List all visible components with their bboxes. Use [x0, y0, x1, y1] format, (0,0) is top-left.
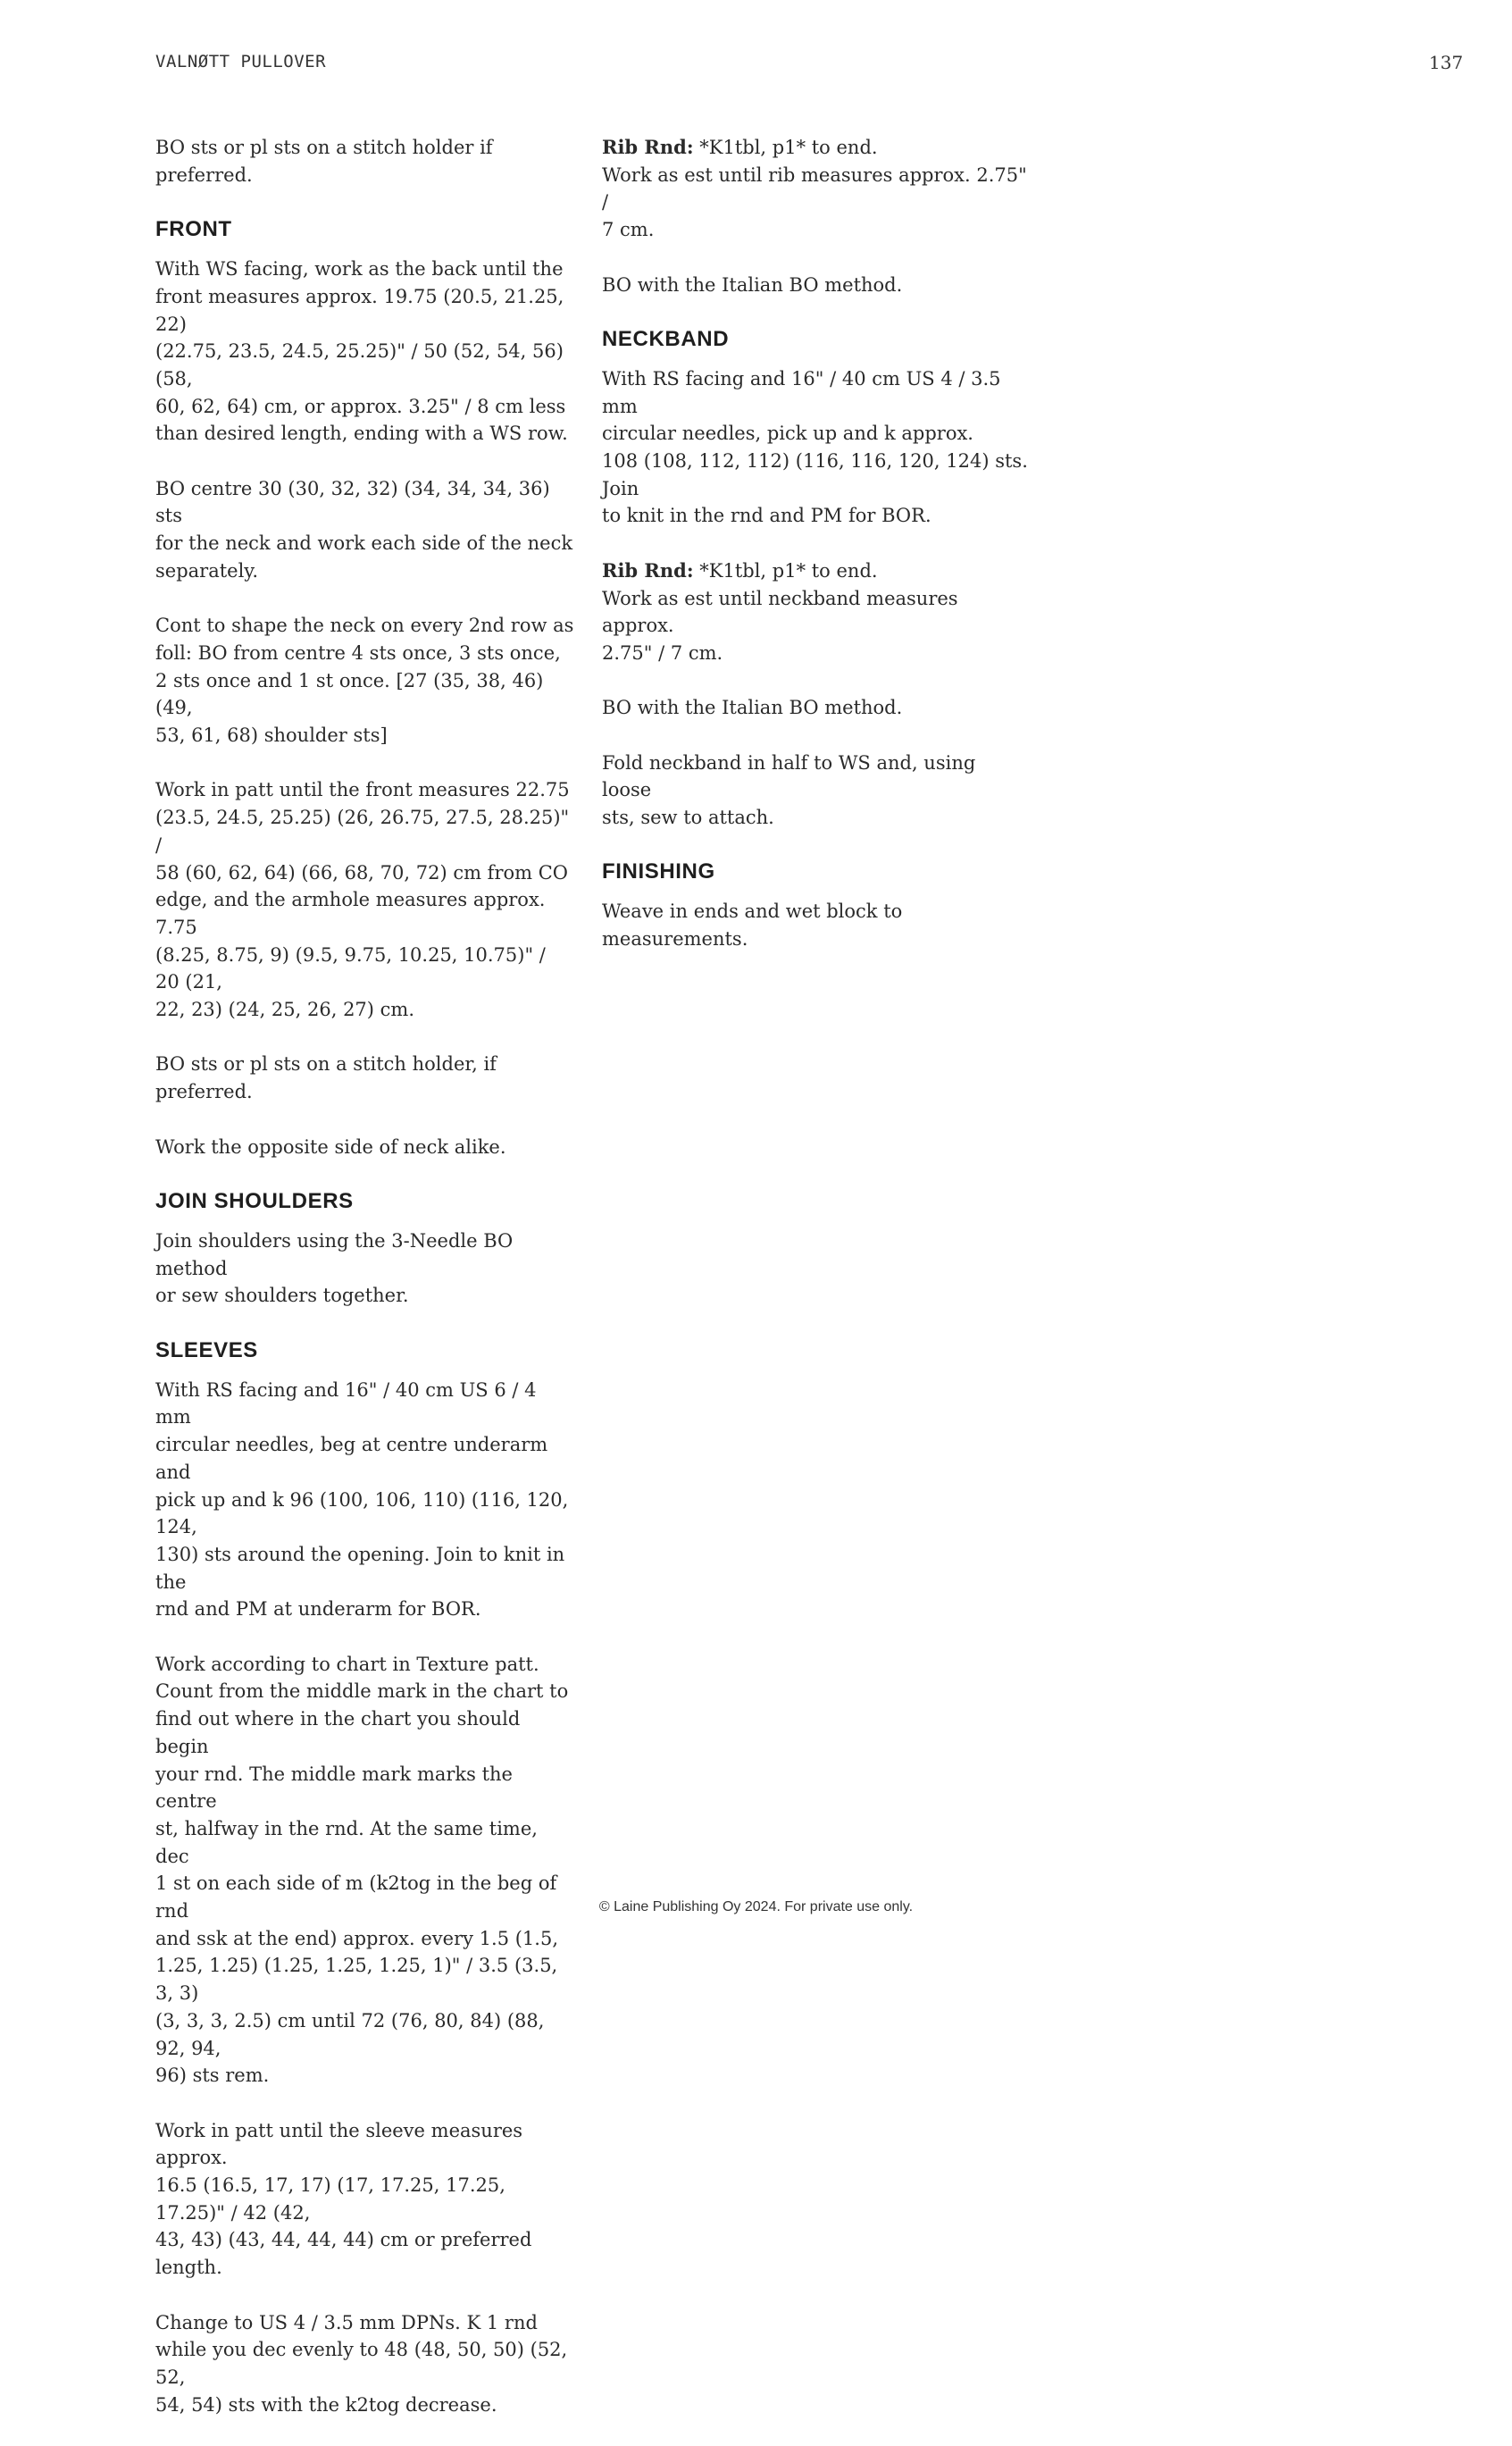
- left-column: [155, 134, 575, 2446]
- rib-round-label: Rib Rnd:: [602, 136, 694, 158]
- section-heading-join-shoulders: JOIN SHOULDERS: [155, 1188, 354, 1213]
- front-paragraph-2: BO centre 30 (30, 32, 32) (34, 34, 34, 36) sts for the neck and work each side of the neck separately.: [155, 477, 573, 582]
- page-number: 137: [1429, 52, 1464, 73]
- section-heading-sleeves: SLEEVES: [155, 1337, 258, 1362]
- neckband-paragraph-4: Fold neckband in half to WS and, using loose sts, sew to attach.: [602, 751, 976, 829]
- join-shoulders-paragraph: Join shoulders using the 3-Needle BO method or sew shoulders together.: [155, 1229, 514, 1307]
- sleeves-paragraph-1: With RS facing and 16" / 40 cm US 6 / 4 mm circular needles, beg at centre underarm and pick up and k 96 (100, 106, 110) (116, 120, 124, 130) sts around the opening. Join to knit in the rnd and PM at underarm for BOR.: [155, 1378, 569, 1621]
- neckband-bind-off-paragraph: BO with the Italian BO method.: [602, 697, 903, 719]
- front-paragraph-6: Work the opposite side of neck alike.: [155, 1135, 506, 1158]
- intro-paragraph: BO sts or pl sts on a stitch holder if preferred.: [155, 137, 493, 186]
- front-paragraph-3: Cont to shape the neck on every 2nd row as foll: BO from centre 4 sts once, 3 sts once, 2 sts once and 1 st once. [27 (35, 38, 46) (49, 53, 61, 68) shoulder sts]: [155, 615, 574, 747]
- front-paragraph-5: BO sts or pl sts on a stitch holder, if preferred.: [155, 1053, 497, 1103]
- neckband-rib-text: *K1tbl, p1* to end. Work as est until neckband measures approx. 2.75" / 7 cm.: [602, 559, 958, 664]
- footer-copyright: © Laine Publishing Oy 2024. For private use only.: [598, 1899, 914, 1914]
- section-heading-neckband: NECKBAND: [602, 326, 730, 351]
- front-paragraph-1: With WS facing, work as the back until the front measures approx. 19.75 (20.5, 21.25, 22) (22.75, 23.5, 24.5, 25.25)" / 50 (52, 54, 56) (58, 60, 62, 64) cm, or approx. 3.25" / 8 cm less than desired length, ending with a WS row.: [155, 258, 568, 445]
- finishing-paragraph: Weave in ends and wet block to measurements.: [602, 900, 903, 951]
- running-header-title: VALNØTT PULLOVER: [155, 52, 327, 71]
- section-heading-front: FRONT: [155, 217, 232, 242]
- right-column: [602, 134, 1031, 981]
- front-paragraph-4: Work in patt until the front measures 22.75 (23.5, 24.5, 25.25) (26, 26.75, 27.5, 28.25)" / 58 (60, 62, 64) (66, 68, 70, 72) cm from CO edge, and the armhole measures approx. 7.75 (8.25, 8.75, 9) (9.5, 9.75, 10.25, 10.75)" / 20 (21, 22, 23) (24, 25, 26, 27) cm.: [155, 779, 570, 1021]
- neckband-rib-paragraph: [602, 557, 1031, 667]
- sleeves-paragraph-4: Change to US 4 / 3.5 mm DPNs. K 1 rnd while you dec evenly to 48 (48, 50, 50) (52, 52, 54, 54) sts with the k2tog decrease.: [155, 2311, 568, 2416]
- section-heading-finishing: FINISHING: [602, 859, 715, 884]
- neckband-rib-label: Rib Rnd:: [602, 558, 694, 582]
- sleeves-paragraph-2: Work according to chart in Texture patt. Count from the middle mark in the chart to find out where in the chart you should begin your rnd. The middle mark marks the centre st, halfway in the rnd. At the same time, dec 1 st on each side of m (k2tog in the beg of rnd and ssk at the end) approx. every 1.5 (1.5, 1.25, 1.25) (1.25, 1.25, 1.25, 1)" / 3.5 (3.5, 3, 3) (3, 3, 3, 2.5) cm until 72 (76, 80, 84) (88, 92, 94, 96) sts rem.: [155, 1653, 569, 2087]
- sleeve-rib-paragraph: [602, 134, 1031, 244]
- sleeves-paragraph-3: Work in patt until the sleeve measures approx. 16.5 (16.5, 17, 17) (17, 17.25, 17.25, 17.25)" / 42 (42, 43, 43) (43, 44, 44, 44) cm or preferred length.: [155, 2119, 532, 2279]
- rib-round-text: *K1tbl, p1* to end. Work as est until rib measures approx. 2.75" / 7 cm.: [602, 137, 1027, 241]
- sleeve-bind-off-paragraph: BO with the Italian BO method.: [602, 273, 903, 296]
- neckband-paragraph-1: With RS facing and 16" / 40 cm US 4 / 3.5 mm circular needles, pick up and k approx. 108 (108, 112, 112) (116, 116, 120, 124) sts. Join to knit in the rnd and PM for BOR.: [602, 367, 1028, 527]
